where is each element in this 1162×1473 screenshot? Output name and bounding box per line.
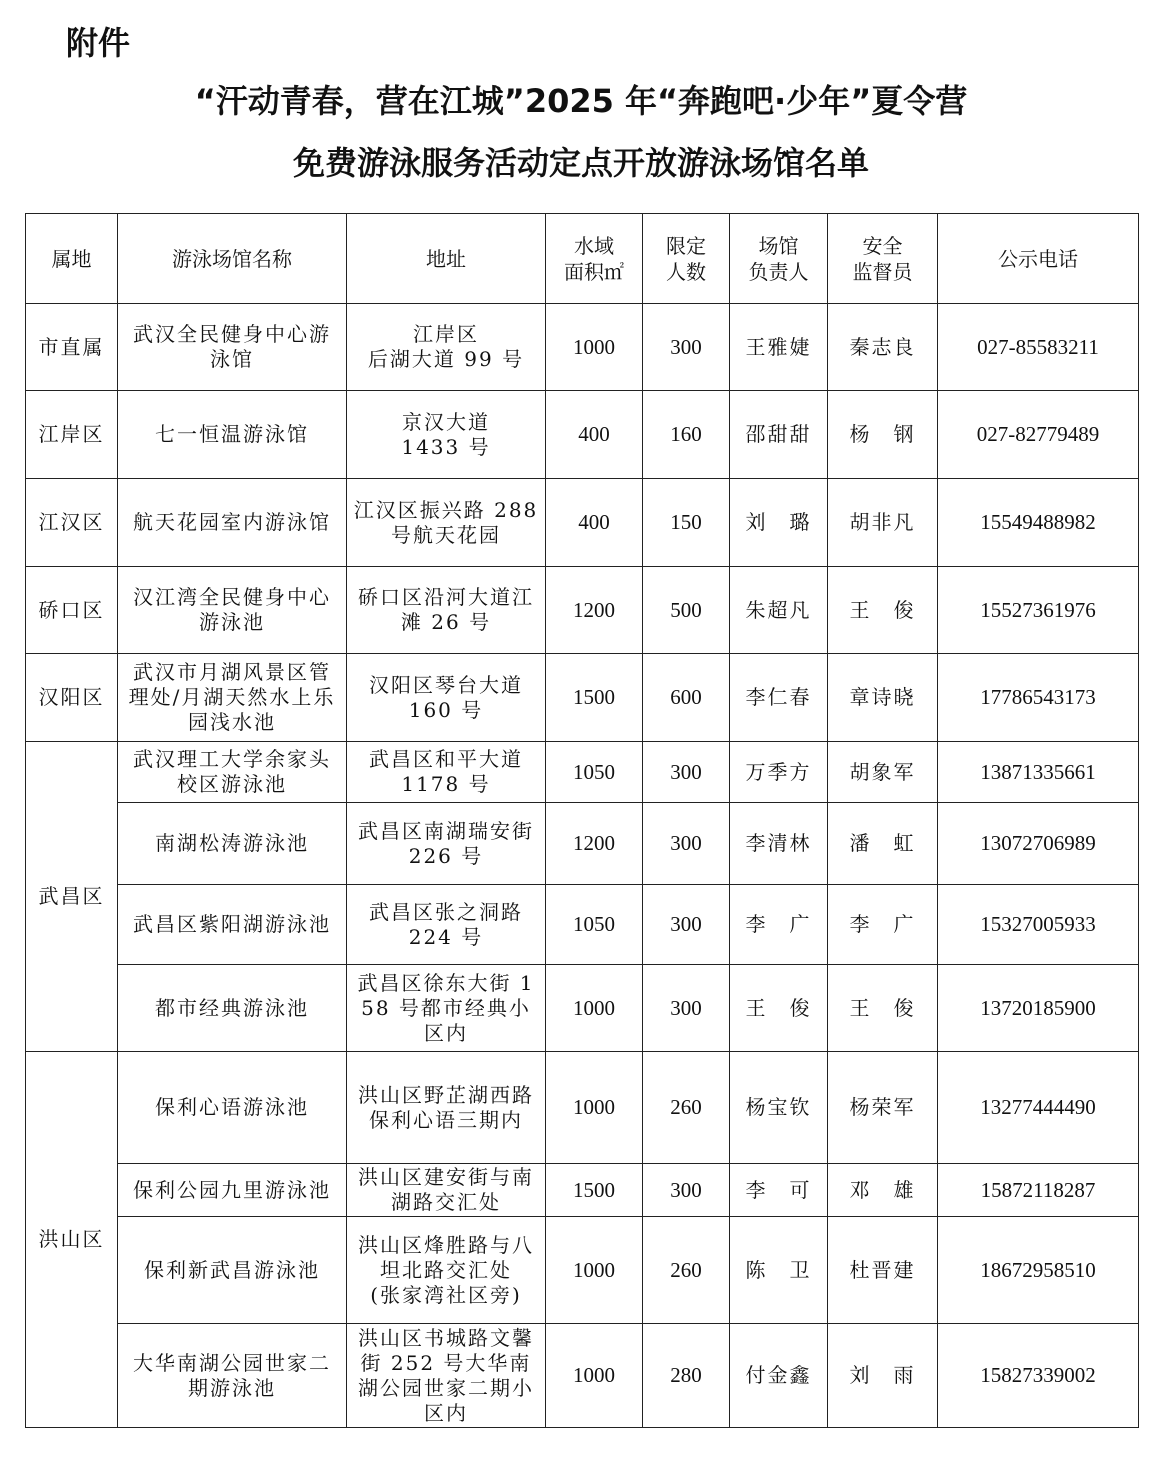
- venue-name-cell: 大华南湖公园世家二期游泳池: [118, 1324, 347, 1428]
- supervisor-cell: 秦志良: [828, 304, 938, 391]
- supervisor-cell: 杨 钢: [828, 391, 938, 479]
- phone-cell: 027-82779489: [938, 391, 1139, 479]
- manager-cell: 李清林: [730, 803, 828, 885]
- phone-cell: 15549488982: [938, 479, 1139, 567]
- document-title-line-1: “汗动青春，营在江城”2025 年“奔跑吧·少年”夏令营: [194, 82, 968, 120]
- district-cell: 市直属: [26, 304, 118, 391]
- capacity-cell: 600: [643, 654, 730, 742]
- area-cell: 1000: [546, 965, 643, 1052]
- venue-table: [25, 213, 1139, 1428]
- capacity-cell: 300: [643, 304, 730, 391]
- address-cell: 江岸区 后湖大道 99 号: [347, 304, 546, 391]
- manager-cell: 王 俊: [730, 965, 828, 1052]
- table-row: [26, 391, 1139, 479]
- supervisor-cell: 杜晋建: [828, 1217, 938, 1324]
- venue-name-cell: 武昌区紫阳湖游泳池: [118, 885, 347, 965]
- phone-cell: 15872118287: [938, 1164, 1139, 1217]
- district-cell: 武昌区: [26, 742, 118, 1052]
- venue-name-cell: 南湖松涛游泳池: [118, 803, 347, 885]
- header-district: 属地: [26, 214, 118, 304]
- manager-cell: 刘 璐: [730, 479, 828, 567]
- address-cell: 武昌区张之洞路 224 号: [347, 885, 546, 965]
- area-cell: 1000: [546, 1052, 643, 1164]
- table-row: [26, 885, 1139, 965]
- district-cell: 江岸区: [26, 391, 118, 479]
- phone-cell: 18672958510: [938, 1217, 1139, 1324]
- capacity-cell: 280: [643, 1324, 730, 1428]
- supervisor-cell: 刘 雨: [828, 1324, 938, 1428]
- area-cell: 400: [546, 391, 643, 479]
- table-row: [26, 742, 1139, 803]
- supervisor-cell: 章诗晓: [828, 654, 938, 742]
- area-cell: 1500: [546, 1164, 643, 1217]
- capacity-cell: 260: [643, 1052, 730, 1164]
- address-cell: 洪山区烽胜路与八坦北路交汇处 (张家湾社区旁): [347, 1217, 546, 1324]
- phone-cell: 15527361976: [938, 567, 1139, 654]
- manager-cell: 王雅婕: [730, 304, 828, 391]
- venue-name-cell: 保利公园九里游泳池: [118, 1164, 347, 1217]
- address-cell: 京汉大道 1433 号: [347, 391, 546, 479]
- capacity-cell: 500: [643, 567, 730, 654]
- venue-name-cell: 保利新武昌游泳池: [118, 1217, 347, 1324]
- table-row: [26, 965, 1139, 1052]
- manager-cell: 陈 卫: [730, 1217, 828, 1324]
- district-cell: 洪山区: [26, 1052, 118, 1428]
- supervisor-cell: 王 俊: [828, 567, 938, 654]
- phone-cell: 15827339002: [938, 1324, 1139, 1428]
- area-cell: 1500: [546, 654, 643, 742]
- venue-name-cell: 武汉理工大学余家头校区游泳池: [118, 742, 347, 803]
- capacity-cell: 300: [643, 1164, 730, 1217]
- header-address: 地址: [347, 214, 546, 304]
- table-row: [26, 479, 1139, 567]
- area-cell: 1000: [546, 1217, 643, 1324]
- supervisor-cell: 杨荣军: [828, 1052, 938, 1164]
- header-phone: 公示电话: [938, 214, 1139, 304]
- district-cell: 江汉区: [26, 479, 118, 567]
- venue-name-cell: 武汉市月湖风景区管理处/月湖天然水上乐园浅水池: [118, 654, 347, 742]
- supervisor-cell: 潘 虹: [828, 803, 938, 885]
- header-venue-name: 游泳场馆名称: [118, 214, 347, 304]
- address-cell: 洪山区野芷湖西路保利心语三期内: [347, 1052, 546, 1164]
- area-cell: 1200: [546, 803, 643, 885]
- phone-cell: 13720185900: [938, 965, 1139, 1052]
- manager-cell: 杨宝钦: [730, 1052, 828, 1164]
- manager-cell: 万季方: [730, 742, 828, 803]
- area-cell: 1050: [546, 742, 643, 803]
- supervisor-cell: 胡象军: [828, 742, 938, 803]
- header-water-area: 水域 面积㎡: [546, 214, 643, 304]
- table-row: [26, 1217, 1139, 1324]
- manager-cell: 李仁春: [730, 654, 828, 742]
- address-cell: 江汉区振兴路 288 号航天花园: [347, 479, 546, 567]
- supervisor-cell: 王 俊: [828, 965, 938, 1052]
- phone-cell: 13072706989: [938, 803, 1139, 885]
- capacity-cell: 150: [643, 479, 730, 567]
- supervisor-cell: 李 广: [828, 885, 938, 965]
- area-cell: 400: [546, 479, 643, 567]
- district-cell: 汉阳区: [26, 654, 118, 742]
- header-capacity: 限定 人数: [643, 214, 730, 304]
- venue-name-cell: 航天花园室内游泳馆: [118, 479, 347, 567]
- header-supervisor: 安全 监督员: [828, 214, 938, 304]
- capacity-cell: 300: [643, 803, 730, 885]
- area-cell: 1000: [546, 1324, 643, 1428]
- address-cell: 汉阳区琴台大道 160 号: [347, 654, 546, 742]
- manager-cell: 李 可: [730, 1164, 828, 1217]
- manager-cell: 李 广: [730, 885, 828, 965]
- phone-cell: 13277444490: [938, 1052, 1139, 1164]
- manager-cell: 朱超凡: [730, 567, 828, 654]
- area-cell: 1000: [546, 304, 643, 391]
- phone-cell: 17786543173: [938, 654, 1139, 742]
- manager-cell: 邵甜甜: [730, 391, 828, 479]
- table-row: [26, 304, 1139, 391]
- address-cell: 硚口区沿河大道江滩 26 号: [347, 567, 546, 654]
- venue-name-cell: 都市经典游泳池: [118, 965, 347, 1052]
- table-row: [26, 567, 1139, 654]
- manager-cell: 付金鑫: [730, 1324, 828, 1428]
- supervisor-cell: 邓 雄: [828, 1164, 938, 1217]
- venue-name-cell: 武汉全民健身中心游泳馆: [118, 304, 347, 391]
- table-header-row: [26, 214, 1139, 304]
- address-cell: 武昌区南湖瑞安街 226 号: [347, 803, 546, 885]
- capacity-cell: 300: [643, 885, 730, 965]
- table-row: [26, 1324, 1139, 1428]
- table-row: [26, 1164, 1139, 1217]
- address-cell: 洪山区建安街与南湖路交汇处: [347, 1164, 546, 1217]
- address-cell: 洪山区书城路文馨街 252 号大华南湖公园世家二期小区内: [347, 1324, 546, 1428]
- capacity-cell: 300: [643, 742, 730, 803]
- table-row: [26, 803, 1139, 885]
- capacity-cell: 300: [643, 965, 730, 1052]
- phone-cell: 15327005933: [938, 885, 1139, 965]
- table-row: [26, 1052, 1139, 1164]
- venue-name-cell: 七一恒温游泳馆: [118, 391, 347, 479]
- area-cell: 1200: [546, 567, 643, 654]
- phone-cell: 027-85583211: [938, 304, 1139, 391]
- address-cell: 武昌区和平大道 1178 号: [347, 742, 546, 803]
- supervisor-cell: 胡非凡: [828, 479, 938, 567]
- header-manager: 场馆 负责人: [730, 214, 828, 304]
- attachment-label: 附件: [66, 24, 131, 62]
- capacity-cell: 160: [643, 391, 730, 479]
- venue-name-cell: 保利心语游泳池: [118, 1052, 347, 1164]
- venue-name-cell: 汉江湾全民健身中心游泳池: [118, 567, 347, 654]
- table-row: [26, 654, 1139, 742]
- area-cell: 1050: [546, 885, 643, 965]
- address-cell: 武昌区徐东大街 158 号都市经典小区内: [347, 965, 546, 1052]
- phone-cell: 13871335661: [938, 742, 1139, 803]
- capacity-cell: 260: [643, 1217, 730, 1324]
- document-title-line-2: 免费游泳服务活动定点开放游泳场馆名单: [292, 144, 869, 182]
- district-cell: 硚口区: [26, 567, 118, 654]
